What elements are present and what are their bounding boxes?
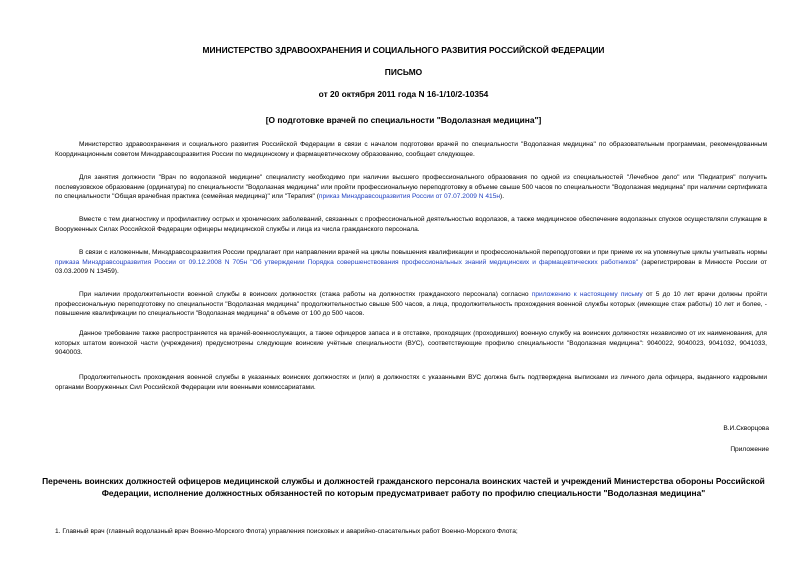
paragraph-2	[55, 173, 767, 202]
paragraph-5-text-end: от 5 до 10 лет врачи должны пройти профессиональную переподготовку по специальности "Водолазная медицина" продолжительностью свыше 500 часов, а лица, продолжительность прохождения военной службы которых (имеющие стаж работы) 10 лет и более, - повышение квалификации по специальности "Водолазная медицина" в объеме от 100 до 500 часов.	[55, 291, 767, 318]
paragraph-1-text: Министерство здравоохранения и социального развития Российской Федерации в связи с началом подготовки врачей по специальности "Водолазная медицина" по образовательным программам, рекомендованным Координационным советом Минздравсоцразвития России по медицинскому и фармацевтическому образованию, сообщает следующее.	[55, 141, 767, 158]
document-type: ПИСЬМО	[384, 67, 423, 77]
paragraph-2-text-end: ).	[500, 193, 505, 201]
document-date-number: от 20 октября 2011 года N 16-1/10/2-10354	[318, 89, 489, 99]
paragraph-7-text: Продолжительность прохождения военной службы в указанных воинских должностях и (или) в должностях с указанными ВУС должна быть подтверждена выписками из личного дела офицера, выданного кадровыми органами Вооруженных Сил Российской Федерации или военными комиссариатами.	[55, 374, 767, 391]
paragraph-6-text: Данное требование также распространяется на врачей-военнослужащих, а также офицеров запаса и в отставке, проходящих (проходивших) военную службу на воинских должностях независимо от их наименования, для которых штатом воинской части (учреждения) предусмотрены следующие воинские учётные специальности (ВУС), соответствующие профилю специальности "Водолазная медицина": 9040022, 9040023, 9041032, 9041033, 9040003.	[55, 330, 767, 357]
appendix-link[interactable]: приложению к настоящему письму	[531, 291, 643, 298]
paragraph-4	[55, 248, 767, 277]
paragraph-7	[55, 373, 767, 392]
appendix-title: Перечень воинских должностей офицеров медицинской службы и должностей гражданского персонала воинских частей и учреждений Министерства обороны Российской Федерации, исполнение должностных обязанностей по которым предусматривает работу по профилю специальности "Водолазная медицина"	[42, 476, 765, 498]
order-705n-link[interactable]: приказа Минздравсоцразвития России от 09.12.2008 N 705н "Об утверждении Порядка совершенствования профессиональных знаний медицинских и фармацевтических работников"	[55, 258, 639, 266]
paragraph-3	[55, 215, 767, 234]
paragraph-5-text-start: При наличии продолжительности военной службы в воинских должностях (стажа работы на должностях гражданского персонала) согласно	[79, 291, 532, 298]
document-subject: [О подготовке врачей по специальности "Водолазная медицина"]	[265, 115, 542, 125]
paragraph-6	[55, 329, 767, 358]
order-415n-link[interactable]: приказ Минздравсоцразвития России от 07.07.2009 N 415н	[318, 193, 501, 201]
paragraph-4-text-start: В связи с изложенным, Минздравсоцразвития России предлагает при направлении врачей на циклы повышения квалификации и профессиональной переподготовки и при приеме их на упомянутые циклы учитывать нормы	[79, 249, 767, 256]
ministry-heading: МИНИСТЕРСТВО ЗДРАВООХРАНЕНИЯ И СОЦИАЛЬНОГО РАЗВИТИЯ РОССИЙСКОЙ ФЕДЕРАЦИИ	[202, 45, 605, 55]
paragraph-2-text-start: Для занятия должности "Врач по водолазной медицине" специалисту необходимо при наличии высшего профессионального образования по одной из специальностей "Лечебное дело" или "Педиатрия" получить послевузовское образование (ординатура) по специальности "Водолазная медицина" или пройти профессиональную переподготовку в объеме свыше 500 часов по специальности "Водолазная медицина" при наличии сертификата по специальности "Общая врачебная практика (семейная медицина)" или "Терапия" (	[55, 174, 767, 201]
paragraph-5	[55, 290, 767, 319]
appendix-list-item: 1. Главный врач (главный водолазный врач Военно-Морского Флота) управления поисковых и аварийно-спасательных работ Военно-Морского Флота;	[55, 528, 518, 535]
appendix-label: Приложение	[730, 446, 769, 453]
signature: В.И.Скворцова	[723, 425, 769, 432]
paragraph-1	[55, 140, 767, 159]
paragraph-4-text-end: (зарегистрирован в Минюсте России от 03.03.2009 N 13459).	[55, 258, 767, 276]
paragraph-3-text: Вместе с тем диагностику и профилактику острых и хронических заболеваний, связанных с профессиональной деятельностью водолазов, а также медицинское обеспечение водолазных спусков осуществляли служащие в Вооруженных Силах Российской Федерации офицеры медицинской службы и лица из числа гражданского персонала.	[55, 216, 767, 233]
